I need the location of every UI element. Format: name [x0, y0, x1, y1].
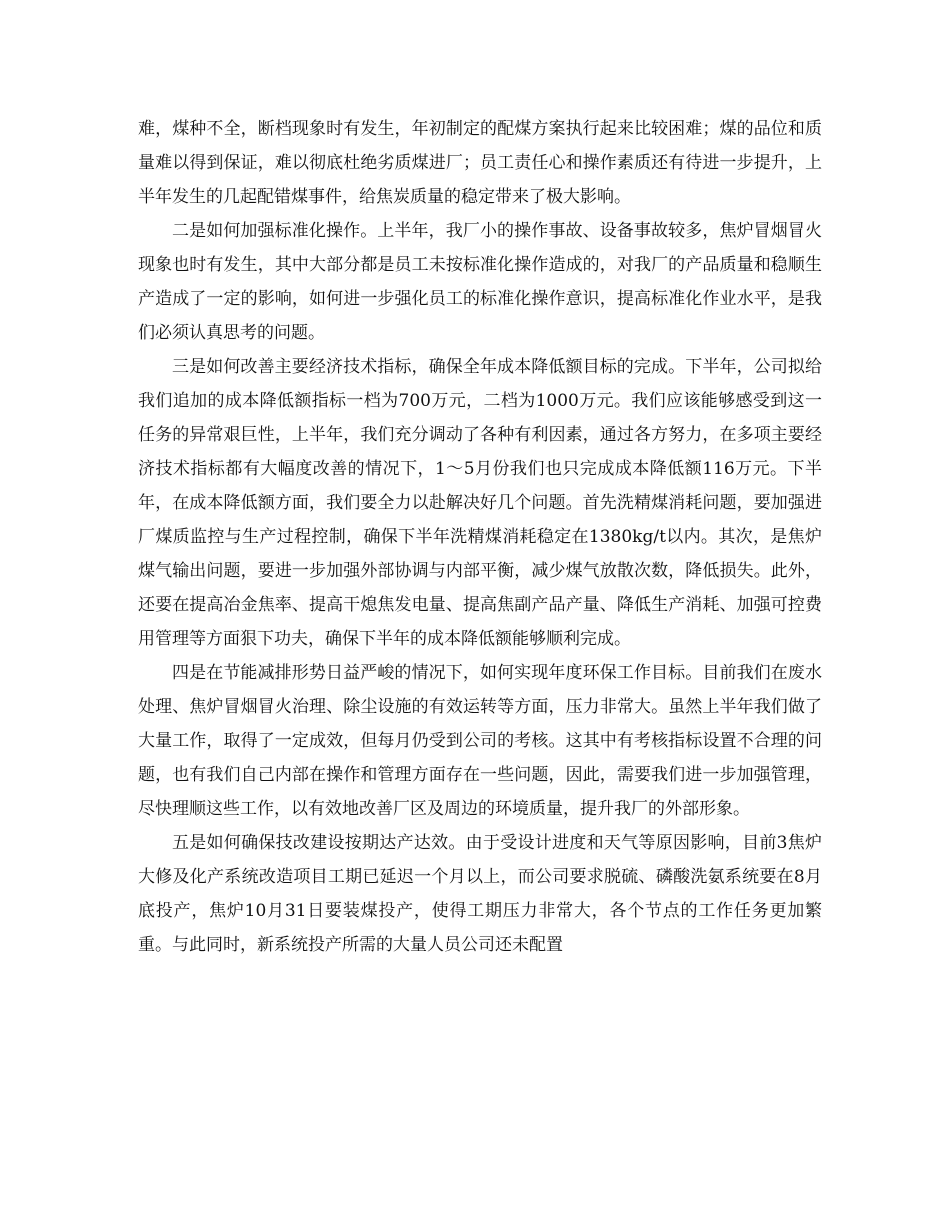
- paragraph-technical-renovation: 五是如何确保技改建设按期达产达效。由于受设计进度和天气等原因影响，目前3焦炉大修及化产系统改造项目工期已延迟一个月以上，而公司要求脱硫、磷酸洗氨系统要在8月底投产，焦炉10月31日要装煤投产，使得工期压力非常大，各个节点的工作任务更加繁重。与此同时，新系统投产所需的大量人员公司还未配置: [138, 833, 822, 955]
- paragraph-economic-indicators: 三是如何改善主要经济技术指标，确保全年成本降低额目标的完成。下半年，公司拟给我们追加的成本降低额指标一档为700万元，二档为1000万元。我们应该能够感受到这一任务的异常艰巨性，上半年，我们充分调动了各种有利因素，通过各方努力，在多项主要经济技术指标都有大幅度改善的情况下，1～5月份我们也只完成成本降低额116万元。下半年，在成本降低额方面，我们要全力以赴解决好几个问题。首先洗精煤消耗问题，要加强进厂煤质监控与生产过程控制，确保下半年洗精煤消耗稳定在1380kg/t以内。其次，是焦炉煤气输出问题，要进一步加强外部协调与内部平衡，减少煤气放散次数，降低损失。此外，还要在提高冶金焦率、提高干熄焦发电量、提高焦副产品产量、降低生产消耗、加强可控费用管理等方面狠下功夫，确保下半年的成本降低额能够顺利完成。: [138, 357, 822, 649]
- document-body: [138, 112, 822, 962]
- paragraph-environmental-goals: 四是在节能减排形势日益严峻的情况下，如何实现年度环保工作目标。目前我们在废水处理、焦炉冒烟冒火治理、除尘设施的有效运转等方面，压力非常大。虽然上半年我们做了大量工作，取得了一定成效，但每月仍受到公司的考核。这其中有考核指标设置不合理的问题，也有我们自己内部在操作和管理方面存在一些问题，因此，需要我们进一步加强管理，尽快理顺这些工作，以有效地改善厂区及周边的环境质量，提升我厂的外部形象。: [138, 663, 822, 819]
- paragraph-coal-quality-continued: 难，煤种不全，断档现象时有发生，年初制定的配煤方案执行起来比较困难；煤的品位和质量难以得到保证，难以彻底杜绝劣质煤进厂；员工责任心和操作素质还有待进一步提升，上半年发生的几起配错煤事件，给焦炭质量的稳定带来了极大影响。: [138, 119, 822, 207]
- paragraph-standardized-operation: 二是如何加强标准化操作。上半年，我厂小的操作事故、设备事故较多，焦炉冒烟冒火现象也时有发生，其中大部分都是员工未按标准化操作造成的，对我厂的产品质量和稳顺生产造成了一定的影响，如何进一步强化员工的标准化操作意识，提高标准化作业水平，是我们必须认真思考的问题。: [138, 221, 822, 343]
